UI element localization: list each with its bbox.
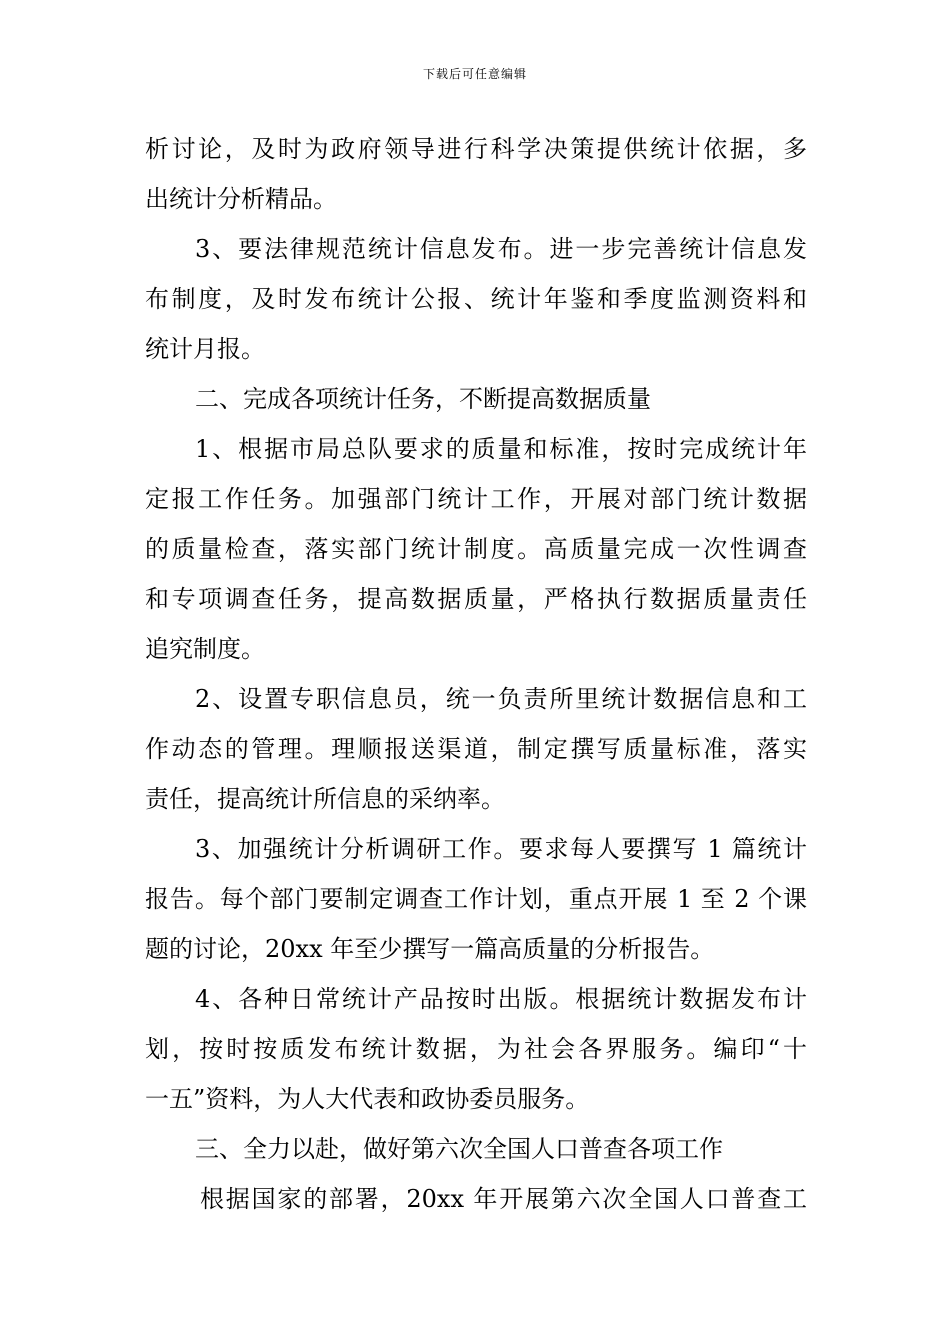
text-line: 出统计分析精品。 <box>145 185 337 213</box>
text-line: 作动态的管理。理顺报送渠道，制定撰写质量标准，落实 <box>145 735 807 763</box>
text-line: 析讨论，及时为政府领导进行科学决策提供统计依据，多 <box>145 135 807 163</box>
text-line: 1、根据市局总队要求的质量和标准，按时完成统计年 <box>195 435 807 463</box>
text-line: 3、要法律规范统计信息发布。进一步完善统计信息发 <box>195 235 807 263</box>
text-line: 划，按时按质发布统计数据，为社会各界服务。编印“十 <box>145 1035 807 1063</box>
text-line: 责任，提高统计所信息的采纳率。 <box>145 785 505 813</box>
text-line: 题的讨论，20xx 年至少撰写一篇高质量的分析报告。 <box>145 935 715 963</box>
text-line: 2、设置专职信息员，统一负责所里统计数据信息和工 <box>195 685 807 713</box>
text-line: 统计月报。 <box>145 335 265 363</box>
text-line: 和专项调查任务，提高数据质量，严格执行数据质量责任 <box>145 585 807 613</box>
text-line: 3、加强统计分析调研工作。要求每人要撰写 1 篇统计 <box>195 835 807 863</box>
section-heading: 二、完成各项统计任务，不断提高数据质量 <box>195 385 651 413</box>
text-line: 定报工作任务。加强部门统计工作，开展对部门统计数据 <box>145 485 807 513</box>
text-line: 根据国家的部署，20xx 年开展第六次全国人口普查工 <box>200 1185 807 1213</box>
text-line: 的质量检查，落实部门统计制度。高质量完成一次性调查 <box>145 535 807 563</box>
text-line: 4、各种日常统计产品按时出版。根据统计数据发布计 <box>195 985 807 1013</box>
page-header: 下载后可任意编辑 <box>422 67 527 81</box>
text-line: 布制度，及时发布统计公报、统计年鉴和季度监测资料和 <box>145 285 807 313</box>
section-heading: 三、全力以赴，做好第六次全国人口普查各项工作 <box>195 1135 723 1163</box>
document-body <box>145 124 807 1224</box>
text-line: 一五”资料，为人大代表和政协委员服务。 <box>145 1085 590 1113</box>
text-line: 报告。每个部门要制定调查工作计划，重点开展 1 至 2 个课 <box>145 885 807 913</box>
text-line: 追究制度。 <box>145 635 265 663</box>
